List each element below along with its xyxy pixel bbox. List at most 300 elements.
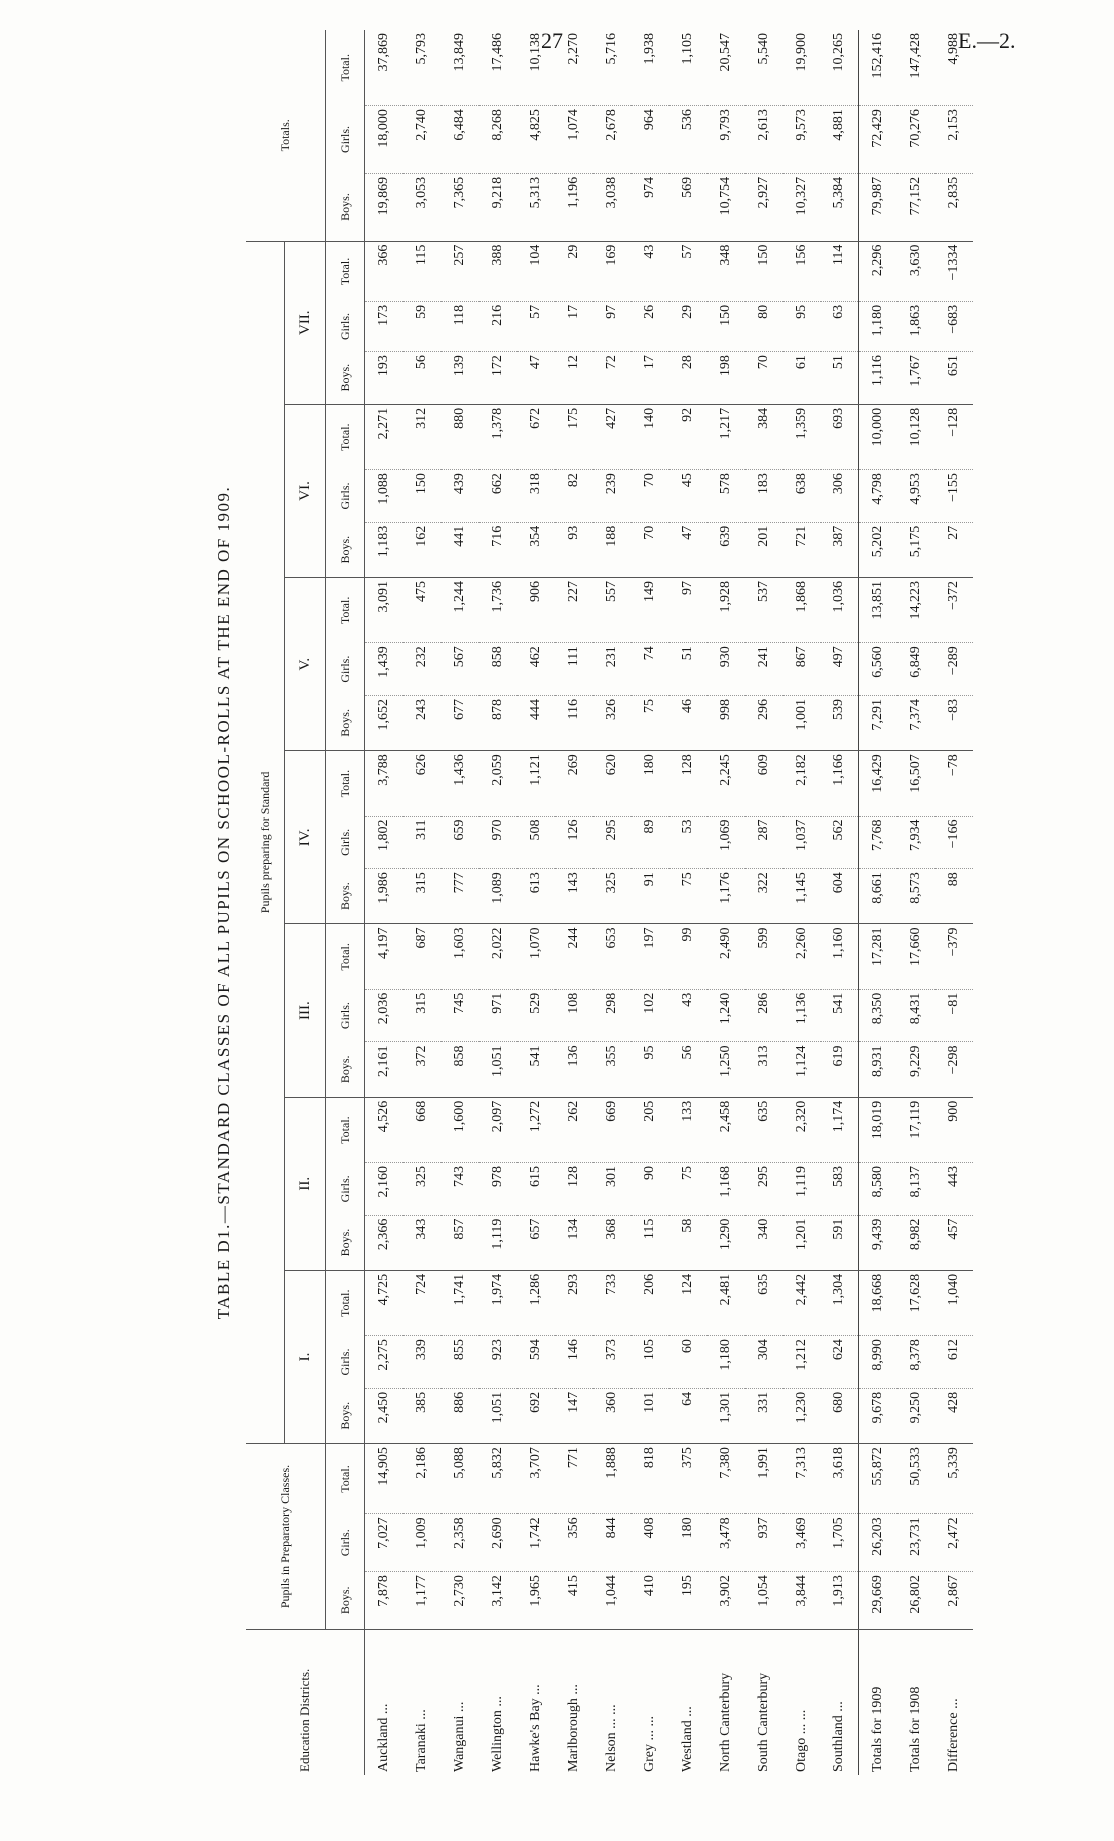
table-cell: 3,844	[783, 1572, 821, 1630]
table-cell: 677	[441, 696, 479, 751]
table-cell: 72,429	[859, 106, 897, 174]
table-cell: 2,835	[935, 173, 973, 241]
table-cell: 75	[669, 869, 707, 924]
table-cell: 201	[745, 522, 783, 577]
table-cell: 1,802	[365, 816, 403, 869]
table-cell: 541	[517, 1042, 555, 1097]
table-cell: −83	[935, 696, 973, 751]
subcolumn-boys-header: Boys.	[326, 522, 365, 577]
table-cell: 620	[593, 751, 631, 816]
table-cell: 8,580	[859, 1162, 897, 1215]
table-cell: 343	[403, 1215, 441, 1270]
standard-group-header: Pupils preparing for Standard	[246, 241, 285, 1443]
table-cell: 61	[783, 352, 821, 405]
table-cell: 1,888	[593, 1444, 631, 1514]
table-cell: 17	[555, 301, 593, 351]
table-cell: 2,678	[593, 106, 631, 174]
table-cell: −81	[935, 989, 973, 1042]
table-row	[403, 30, 441, 1775]
table-cell: 195	[669, 1572, 707, 1630]
table-cell: 844	[593, 1514, 631, 1572]
table-cell: 1,196	[555, 173, 593, 241]
table-cell: 857	[441, 1215, 479, 1270]
table-cell: 612	[935, 1336, 973, 1389]
table-cell: 1,180	[707, 1336, 745, 1389]
subcolumn-girls-header: Girls.	[326, 989, 365, 1042]
table-cell: −78	[935, 751, 973, 816]
table-cell: 1,119	[479, 1215, 517, 1270]
table-cell: 91	[631, 869, 669, 924]
table-cell: 29	[555, 241, 593, 301]
table-cell: 169	[593, 241, 631, 301]
table-cell: 197	[631, 924, 669, 989]
table-cell: 537	[745, 578, 783, 643]
standard-2-header: II.	[285, 1097, 326, 1270]
table-cell: −683	[935, 301, 973, 351]
district-name: Totals for 1909	[859, 1629, 897, 1775]
district-name: Southland ...	[821, 1629, 859, 1775]
table-cell: 567	[441, 643, 479, 696]
table-cell: 19,869	[365, 173, 403, 241]
table-cell: 77,152	[897, 173, 935, 241]
table-cell: 615	[517, 1162, 555, 1215]
table-cell: 1,088	[365, 470, 403, 523]
table-cell: 162	[403, 522, 441, 577]
table-cell: 9,439	[859, 1215, 897, 1270]
subcolumn-girls-header: Girls.	[326, 470, 365, 523]
table-cell: 26,802	[897, 1572, 935, 1630]
table-cell: 116	[555, 696, 593, 751]
table-cell: 326	[593, 696, 631, 751]
standard-7-header: VII.	[285, 241, 326, 404]
table-cell: 111	[555, 643, 593, 696]
subcolumn-girls-header: Girls.	[326, 106, 365, 174]
table-cell: 733	[593, 1270, 631, 1335]
table-cell: 2,296	[859, 241, 897, 301]
standard-6-header: VI.	[285, 404, 326, 577]
table-cell: 6,560	[859, 643, 897, 696]
subcolumn-boys-header: Boys.	[326, 696, 365, 751]
table-cell: 680	[821, 1388, 859, 1443]
table-cell: 427	[593, 404, 631, 469]
table-cell: 14,223	[897, 578, 935, 643]
table-cell: 7,768	[859, 816, 897, 869]
table-cell: 1,928	[707, 578, 745, 643]
table-cell: 858	[479, 643, 517, 696]
table-cell: 2,481	[707, 1270, 745, 1335]
table-cell: 143	[555, 869, 593, 924]
table-cell: 339	[403, 1336, 441, 1389]
subcolumn-total-header: Total.	[326, 30, 365, 106]
table-cell: 57	[517, 301, 555, 351]
table-cell: 183	[745, 470, 783, 523]
district-name: North Canterbury	[707, 1629, 745, 1775]
table-cell: −372	[935, 578, 973, 643]
table-cell: 529	[517, 989, 555, 1042]
table-cell: 1,160	[821, 924, 859, 989]
table-cell: 75	[669, 1162, 707, 1215]
table-cell: 104	[517, 241, 555, 301]
table-cell: 2,182	[783, 751, 821, 816]
table-cell: 2,740	[403, 106, 441, 174]
table-cell: 90	[631, 1162, 669, 1215]
table-cell: 366	[365, 241, 403, 301]
table-cell: 23,731	[897, 1514, 935, 1572]
table-cell: 1,054	[745, 1572, 783, 1630]
table-cell: 998	[707, 696, 745, 751]
table-cell: 2,472	[935, 1514, 973, 1572]
table-cell: −298	[935, 1042, 973, 1097]
table-cell: 311	[403, 816, 441, 869]
table-cell: 8,431	[897, 989, 935, 1042]
table-row	[707, 30, 745, 1775]
table-cell: 5,202	[859, 522, 897, 577]
table-cell: 1,986	[365, 869, 403, 924]
table-cell: 638	[783, 470, 821, 523]
table-cell: 26	[631, 301, 669, 351]
table-cell: 13,849	[441, 30, 479, 106]
table-cell: 4,798	[859, 470, 897, 523]
table-cell: 2,730	[441, 1572, 479, 1630]
table-cell: 5,339	[935, 1444, 973, 1514]
table-cell: 1,001	[783, 696, 821, 751]
table-cell: 388	[479, 241, 517, 301]
table-cell: 9,229	[897, 1042, 935, 1097]
table-cell: 1,119	[783, 1162, 821, 1215]
table-cell: 139	[441, 352, 479, 405]
table-cell: 115	[403, 241, 441, 301]
table-cell: 331	[745, 1388, 783, 1443]
table-cell: 206	[631, 1270, 669, 1335]
table-cell: 2,613	[745, 106, 783, 174]
table-cell: 2,690	[479, 1514, 517, 1572]
section-code: E.—2.	[958, 28, 1016, 53]
table-cell: 150	[745, 241, 783, 301]
table-cell: 45	[669, 470, 707, 523]
table-cell: 475	[403, 578, 441, 643]
table-cell: 3,469	[783, 1514, 821, 1572]
subcolumn-girls-header: Girls.	[326, 1336, 365, 1389]
table-cell: 1,217	[707, 404, 745, 469]
district-name: Grey ... ...	[631, 1629, 669, 1775]
table-cell: 152,416	[859, 30, 897, 106]
table-cell: 687	[403, 924, 441, 989]
table-cell: 2,867	[935, 1572, 973, 1630]
table-cell: 188	[593, 522, 631, 577]
table-cell: 415	[555, 1572, 593, 1630]
table-cell: 53	[669, 816, 707, 869]
table-cell: 128	[555, 1162, 593, 1215]
table-cell: 1,742	[517, 1514, 555, 1572]
table-cell: 777	[441, 869, 479, 924]
table-cell: −379	[935, 924, 973, 989]
subcolumn-total-header: Total.	[326, 751, 365, 816]
table-cell: 2,153	[935, 106, 973, 174]
table-cell: 72	[593, 352, 631, 405]
table-cell: 92	[669, 404, 707, 469]
table-cell: 1,240	[707, 989, 745, 1042]
table-cell: 55,872	[859, 1444, 897, 1514]
table-cell: 536	[669, 106, 707, 174]
table-cell: 2,366	[365, 1215, 403, 1270]
table-cell: 10,000	[859, 404, 897, 469]
table-cell: 17	[631, 352, 669, 405]
table-cell: 296	[745, 696, 783, 751]
table-cell: 60	[669, 1336, 707, 1389]
table-cell: 1,180	[859, 301, 897, 351]
table-cell: 99	[669, 924, 707, 989]
table-cell: 692	[517, 1388, 555, 1443]
page-number: 27	[541, 28, 563, 53]
table-cell: 147,428	[897, 30, 935, 106]
table-cell: 1,174	[821, 1097, 859, 1162]
subcolumn-boys-header: Boys.	[326, 1042, 365, 1097]
table-cell: 315	[403, 989, 441, 1042]
table-cell: 354	[517, 522, 555, 577]
table-cell: 7,291	[859, 696, 897, 751]
district-name: Nelson ... ...	[593, 1629, 631, 1775]
table-cell: 1,913	[821, 1572, 859, 1630]
subcolumn-total-header: Total.	[326, 404, 365, 469]
table-cell: 1,070	[517, 924, 555, 989]
header-row-subcolumns	[326, 30, 365, 1775]
table-cell: 322	[745, 869, 783, 924]
table-cell: 3,142	[479, 1572, 517, 1630]
table-cell: 368	[593, 1215, 631, 1270]
table-cell: 900	[935, 1097, 973, 1162]
table-cell: 108	[555, 989, 593, 1042]
table-cell: 8,378	[897, 1336, 935, 1389]
table-cell: 1,938	[631, 30, 669, 106]
table-cell: 858	[441, 1042, 479, 1097]
table-cell: 8,350	[859, 989, 897, 1042]
table-cell: 410	[631, 1572, 669, 1630]
table-cell: 721	[783, 522, 821, 577]
table-cell: 7,027	[365, 1514, 403, 1572]
table-cell: 173	[365, 301, 403, 351]
table-cell: 624	[821, 1336, 859, 1389]
table-cell: 134	[555, 1215, 593, 1270]
standard-4-header: IV.	[285, 751, 326, 924]
table-cell: 79,987	[859, 173, 897, 241]
table-cell: 1,124	[783, 1042, 821, 1097]
table-cell: 8,661	[859, 869, 897, 924]
table-row	[441, 30, 479, 1775]
table-cell: 2,036	[365, 989, 403, 1042]
table-cell: −155	[935, 470, 973, 523]
table-cell: 724	[403, 1270, 441, 1335]
subcolumn-boys-header: Boys.	[326, 869, 365, 924]
table-cell: 672	[517, 404, 555, 469]
table-cell: 562	[821, 816, 859, 869]
table-cell: 16,507	[897, 751, 935, 816]
table-cell: 58	[669, 1215, 707, 1270]
table-cell: 286	[745, 989, 783, 1042]
table-cell: 970	[479, 816, 517, 869]
table-cell: 340	[745, 1215, 783, 1270]
table-cell: 1,439	[365, 643, 403, 696]
table-cell: 508	[517, 816, 555, 869]
table-cell: 14,905	[365, 1444, 403, 1514]
table-row	[669, 30, 707, 1775]
table-cell: 5,175	[897, 522, 935, 577]
table-cell: 1,603	[441, 924, 479, 989]
table-cell: 373	[593, 1336, 631, 1389]
table-cell: 51	[821, 352, 859, 405]
table-cell: 1,705	[821, 1514, 859, 1572]
table-cell: 95	[631, 1042, 669, 1097]
table-cell: 613	[517, 869, 555, 924]
table-cell: 5,384	[821, 173, 859, 241]
table-cell: 1,359	[783, 404, 821, 469]
table-cell: 115	[631, 1215, 669, 1270]
table-cell: 1,136	[783, 989, 821, 1042]
table-cell: 3,091	[365, 578, 403, 643]
table-cell: 175	[555, 404, 593, 469]
table-cell: 1,991	[745, 1444, 783, 1514]
table-cell: 1,051	[479, 1388, 517, 1443]
table-cell: 2,097	[479, 1097, 517, 1162]
table-row	[821, 30, 859, 1775]
table-row	[517, 30, 555, 1775]
table-cell: 47	[669, 522, 707, 577]
table-cell: 101	[631, 1388, 669, 1443]
table-cell: 287	[745, 816, 783, 869]
table-cell: 441	[441, 522, 479, 577]
table-cell: 3,038	[593, 173, 631, 241]
table-cell: 10,327	[783, 173, 821, 241]
table-cell: 3,618	[821, 1444, 859, 1514]
table-cell: 2,245	[707, 751, 745, 816]
table-cell: 541	[821, 989, 859, 1042]
table-cell: 13,851	[859, 578, 897, 643]
subcolumn-boys-header: Boys.	[326, 352, 365, 405]
subcolumn-total-header: Total.	[326, 924, 365, 989]
table-cell: 9,573	[783, 106, 821, 174]
table-cell: 1,044	[593, 1572, 631, 1630]
table-cell: 557	[593, 578, 631, 643]
table-cell: −166	[935, 816, 973, 869]
table-cell: 5,793	[403, 30, 441, 106]
table-cell: 978	[479, 1162, 517, 1215]
table-cell: 43	[669, 989, 707, 1042]
table-cell: 1,652	[365, 696, 403, 751]
table-row	[631, 30, 669, 1775]
rotated-page-content	[150, 30, 1074, 1775]
table-cell: 2,161	[365, 1042, 403, 1097]
table-cell: 1,290	[707, 1215, 745, 1270]
table-cell: 262	[555, 1097, 593, 1162]
subcolumn-total-header: Total.	[326, 578, 365, 643]
district-name: Difference ...	[935, 1629, 973, 1775]
table-cell: 97	[593, 301, 631, 351]
table-cell: 140	[631, 404, 669, 469]
table-cell: 2,160	[365, 1162, 403, 1215]
table-cell: 8,268	[479, 106, 517, 174]
table-cell: 97	[669, 578, 707, 643]
table-cell: 82	[555, 470, 593, 523]
table-cell: 439	[441, 470, 479, 523]
standard-1-header: I.	[285, 1270, 326, 1443]
table-cell: 149	[631, 578, 669, 643]
table-cell: 408	[631, 1514, 669, 1572]
table-cell: −289	[935, 643, 973, 696]
table-cell: 7,380	[707, 1444, 745, 1514]
table-cell: 5,313	[517, 173, 555, 241]
table-cell: 7,365	[441, 173, 479, 241]
table-cell: 304	[745, 1336, 783, 1389]
table-cell: 27	[935, 522, 973, 577]
table-cell: 232	[403, 643, 441, 696]
table-cell: 1,145	[783, 869, 821, 924]
table-cell: 1,089	[479, 869, 517, 924]
table-cell: 17,628	[897, 1270, 935, 1335]
table-cell: 937	[745, 1514, 783, 1572]
table-cell: 2,271	[365, 404, 403, 469]
table-cell: 635	[745, 1270, 783, 1335]
table-cell: 46	[669, 696, 707, 751]
table-cell: 8,573	[897, 869, 935, 924]
table-cell: 18,668	[859, 1270, 897, 1335]
table-cell: 4,825	[517, 106, 555, 174]
table-cell: 669	[593, 1097, 631, 1162]
table-cell: 971	[479, 989, 517, 1042]
table-cell: 150	[403, 470, 441, 523]
table-cell: 12	[555, 352, 593, 405]
table-cell: 8,137	[897, 1162, 935, 1215]
table-cell: 293	[555, 1270, 593, 1335]
table-cell: 2,458	[707, 1097, 745, 1162]
table-cell: 6,484	[441, 106, 479, 174]
table-cell: 964	[631, 106, 669, 174]
subcolumn-total-header: Total.	[326, 1444, 365, 1514]
table-cell: 295	[745, 1162, 783, 1215]
table-cell: 18,000	[365, 106, 403, 174]
table-cell: 64	[669, 1388, 707, 1443]
table-cell: 384	[745, 404, 783, 469]
table-cell: 124	[669, 1270, 707, 1335]
table-cell: 355	[593, 1042, 631, 1097]
table-cell: 716	[479, 522, 517, 577]
table-cell: 1,304	[821, 1270, 859, 1335]
table-cell: 133	[669, 1097, 707, 1162]
table-cell: 878	[479, 696, 517, 751]
table-cell: 2,320	[783, 1097, 821, 1162]
table-cell: 241	[745, 643, 783, 696]
table-cell: 74	[631, 643, 669, 696]
subcolumn-total-header: Total.	[326, 241, 365, 301]
table-cell: 146	[555, 1336, 593, 1389]
table-cell: 26,203	[859, 1514, 897, 1572]
table-cell: 539	[821, 696, 859, 751]
table-cell: 360	[593, 1388, 631, 1443]
table-cell: 17,119	[897, 1097, 935, 1162]
table-cell: 771	[555, 1444, 593, 1514]
table-cell: 47	[517, 352, 555, 405]
subcolumn-girls-header: Girls.	[326, 816, 365, 869]
table-cell: 5,716	[593, 30, 631, 106]
table-cell: 2,490	[707, 924, 745, 989]
table-cell: 1,176	[707, 869, 745, 924]
table-cell: 8,982	[897, 1215, 935, 1270]
table-cell: 2,022	[479, 924, 517, 989]
district-name: Auckland ...	[365, 1629, 403, 1775]
table-cell: 4,953	[897, 470, 935, 523]
table-cell: 1,105	[669, 30, 707, 106]
table-cell: 216	[479, 301, 517, 351]
table-cell: 1,600	[441, 1097, 479, 1162]
table-cell: 974	[631, 173, 669, 241]
